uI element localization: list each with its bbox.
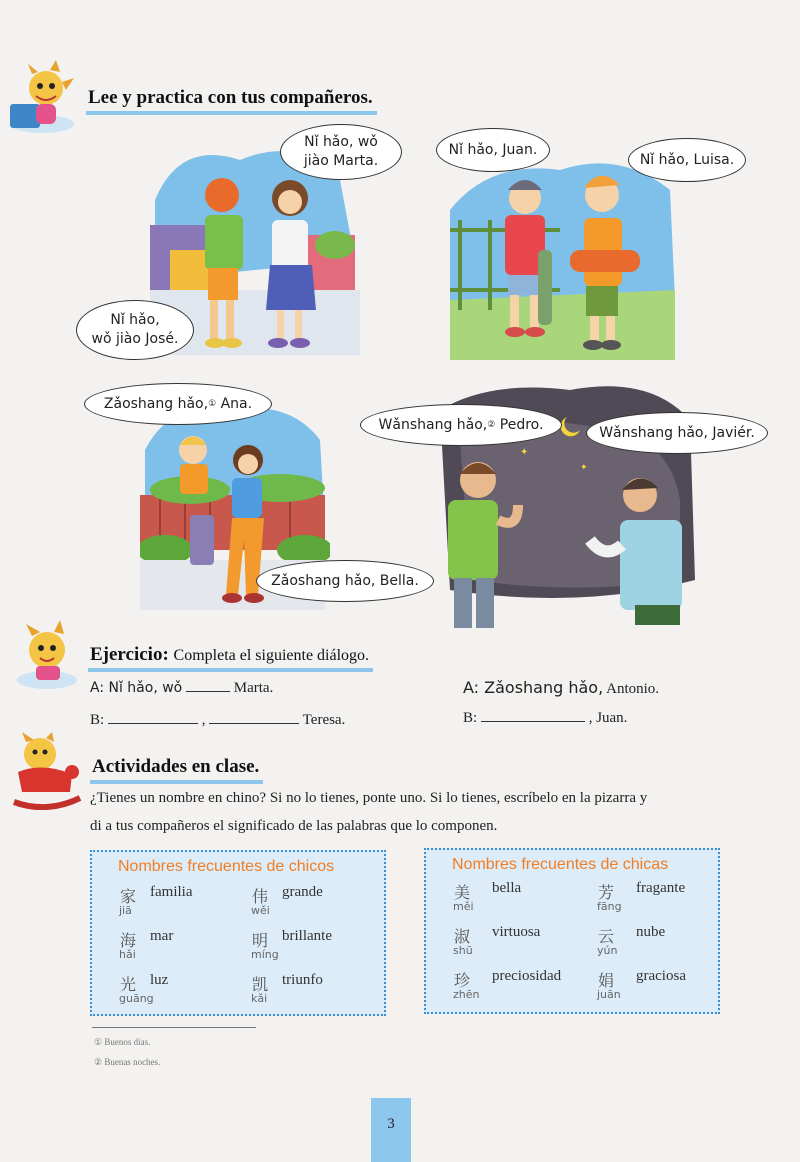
- boys-entry-guang: [119, 972, 169, 1005]
- speech-bubble-ana: [84, 383, 272, 425]
- meaning: mar: [150, 928, 174, 944]
- footnote-1: ① Buenos días.: [94, 1037, 151, 1047]
- blank-b1-second[interactable]: [209, 723, 299, 724]
- hanzi: 明: [252, 931, 269, 950]
- meaning: familia: [150, 884, 193, 900]
- hanzi: 海: [120, 931, 137, 950]
- hanzi: 云: [598, 927, 615, 946]
- hanzi: 美: [454, 883, 471, 902]
- page-number-text: 3: [387, 1116, 395, 1132]
- speech-bubble-jose-line2: wǒ jiào José.: [91, 331, 179, 347]
- footnote-marker-2: ②: [487, 419, 496, 430]
- girls-entry-yun: [597, 924, 666, 957]
- speech-bubble-pedro: [360, 404, 562, 446]
- hanzi: 凯: [252, 975, 269, 994]
- svg-text:✦: ✦: [580, 463, 588, 473]
- footnote-marker-1: ①: [208, 398, 217, 409]
- exercise-line-a1: [90, 680, 273, 697]
- boys-entry-wei: [251, 884, 323, 917]
- exercise-line-a2: [463, 678, 659, 698]
- meaning: luz: [150, 972, 169, 988]
- exercise-b1-name: Teresa.: [302, 712, 346, 728]
- girls-entry-fang: [597, 880, 686, 913]
- meaning: nube: [636, 924, 666, 940]
- section-heading-read-practice: Lee y practica con tus compañeros.: [86, 87, 377, 115]
- girls-entry-zhen: [453, 968, 562, 1001]
- pinyin: guāng: [119, 992, 154, 1005]
- boys-entry-ming: [251, 928, 332, 961]
- pinyin: fāng: [597, 900, 622, 913]
- girls-box-title: Nombres frecuentes de chicas: [452, 856, 669, 873]
- pinyin: hǎi: [119, 948, 136, 961]
- activities-heading: Actividades en clase.: [90, 756, 263, 784]
- meaning: bella: [492, 880, 522, 896]
- speech-bubble-pedro-text: Wǎnshang hǎo,: [378, 416, 488, 433]
- blank-b2[interactable]: [481, 721, 585, 722]
- exercise-b1-comma: ,: [201, 712, 206, 728]
- exercise-label: Ejercicio:: [90, 644, 169, 665]
- footnote-2: ② Buenas noches.: [94, 1057, 161, 1067]
- hanzi: 家: [120, 887, 137, 906]
- boys-entry-kai: [251, 972, 323, 1005]
- exercise-a1-name: Marta.: [233, 680, 274, 696]
- exercise-heading: [88, 644, 373, 672]
- speech-bubble-ana-name: Ana.: [220, 395, 253, 412]
- blank-b1-first[interactable]: [108, 723, 198, 724]
- pinyin: shū: [453, 944, 473, 957]
- hanzi: 伟: [252, 887, 269, 906]
- speech-bubble-ana-text: Zǎoshang hǎo,: [103, 395, 209, 412]
- speech-bubble-javier: Wǎnshang hǎo, Javiér.: [586, 412, 768, 454]
- dragon-mascot-writing-icon: [14, 620, 80, 694]
- pinyin: jiā: [119, 904, 132, 917]
- svg-text:✦: ✦: [520, 447, 529, 458]
- speech-bubble-marta: Nǐ hǎo, wǒ jiào Marta.: [280, 124, 402, 180]
- dragon-mascot-rocking-horse-icon: [12, 732, 82, 814]
- hanzi: 光: [120, 975, 137, 994]
- blank-a1[interactable]: [186, 691, 230, 692]
- pinyin: zhēn: [453, 988, 480, 1001]
- meaning: virtuosa: [492, 924, 541, 940]
- meaning: preciosidad: [492, 968, 562, 984]
- boys-entry-hai: [119, 928, 174, 961]
- meaning: graciosa: [636, 968, 686, 984]
- hanzi: 珍: [454, 971, 471, 990]
- exercise-b2-name: , Juan.: [588, 710, 628, 726]
- footnote-divider: [92, 1027, 256, 1028]
- exercise-a1-prompt: A: Nǐ hǎo, wǒ: [90, 680, 183, 696]
- girls-entry-shu: [453, 924, 541, 957]
- girls-names-box: [424, 848, 720, 1014]
- activities-paragraph-line2: di a tus compañeros el significado de las palabras que lo componen.: [90, 818, 498, 834]
- pinyin: kǎi: [251, 992, 268, 1005]
- page-number: [371, 1098, 411, 1162]
- speech-bubble-jose: [76, 300, 194, 360]
- exercise-a2-name: Antonio.: [606, 681, 660, 697]
- illustration-juan-luisa: [450, 150, 680, 364]
- dragon-mascot-reading-icon: [6, 60, 78, 140]
- hanzi: 芳: [598, 883, 615, 902]
- pinyin: měi: [453, 900, 474, 913]
- exercise-line-b1: [90, 712, 345, 729]
- pinyin: wěi: [251, 904, 270, 917]
- exercise-b2-prompt: B:: [463, 710, 478, 726]
- activities-paragraph-line1: ¿Tienes un nombre en chino? Si no lo tienes, ponte uno. Si lo tienes, escríbelo en la pizarra y: [90, 790, 648, 806]
- speech-bubble-luisa: Nǐ hǎo, Luisa.: [628, 138, 746, 182]
- meaning: brillante: [282, 928, 332, 944]
- speech-bubble-bella: Zǎoshang hǎo, Bella.: [256, 560, 434, 602]
- exercise-b1-prompt: B:: [90, 712, 105, 728]
- hanzi: 娟: [598, 971, 615, 990]
- speech-bubble-juan: Nǐ hǎo, Juan.: [436, 128, 550, 172]
- speech-bubble-pedro-name: Pedro.: [499, 416, 544, 433]
- pinyin: míng: [251, 948, 279, 961]
- meaning: fragante: [636, 880, 686, 896]
- meaning: grande: [282, 884, 323, 900]
- pinyin: yún: [597, 944, 618, 957]
- girls-entry-juan: [597, 968, 686, 1001]
- meaning: triunfo: [282, 972, 323, 988]
- boys-entry-jia: [119, 884, 193, 917]
- exercise-a2-prompt: A: Zǎoshang hǎo,: [463, 678, 604, 697]
- speech-bubble-jose-line1: Nǐ hǎo,: [110, 312, 160, 328]
- boys-names-box: [90, 850, 386, 1016]
- hanzi: 淑: [454, 927, 471, 946]
- pinyin: juān: [597, 988, 621, 1001]
- girls-entry-mei: [453, 880, 522, 913]
- exercise-instruction: Completa el siguiente diálogo.: [173, 647, 370, 664]
- exercise-line-b2: [463, 710, 627, 727]
- boys-box-title: Nombres frecuentes de chicos: [118, 858, 335, 875]
